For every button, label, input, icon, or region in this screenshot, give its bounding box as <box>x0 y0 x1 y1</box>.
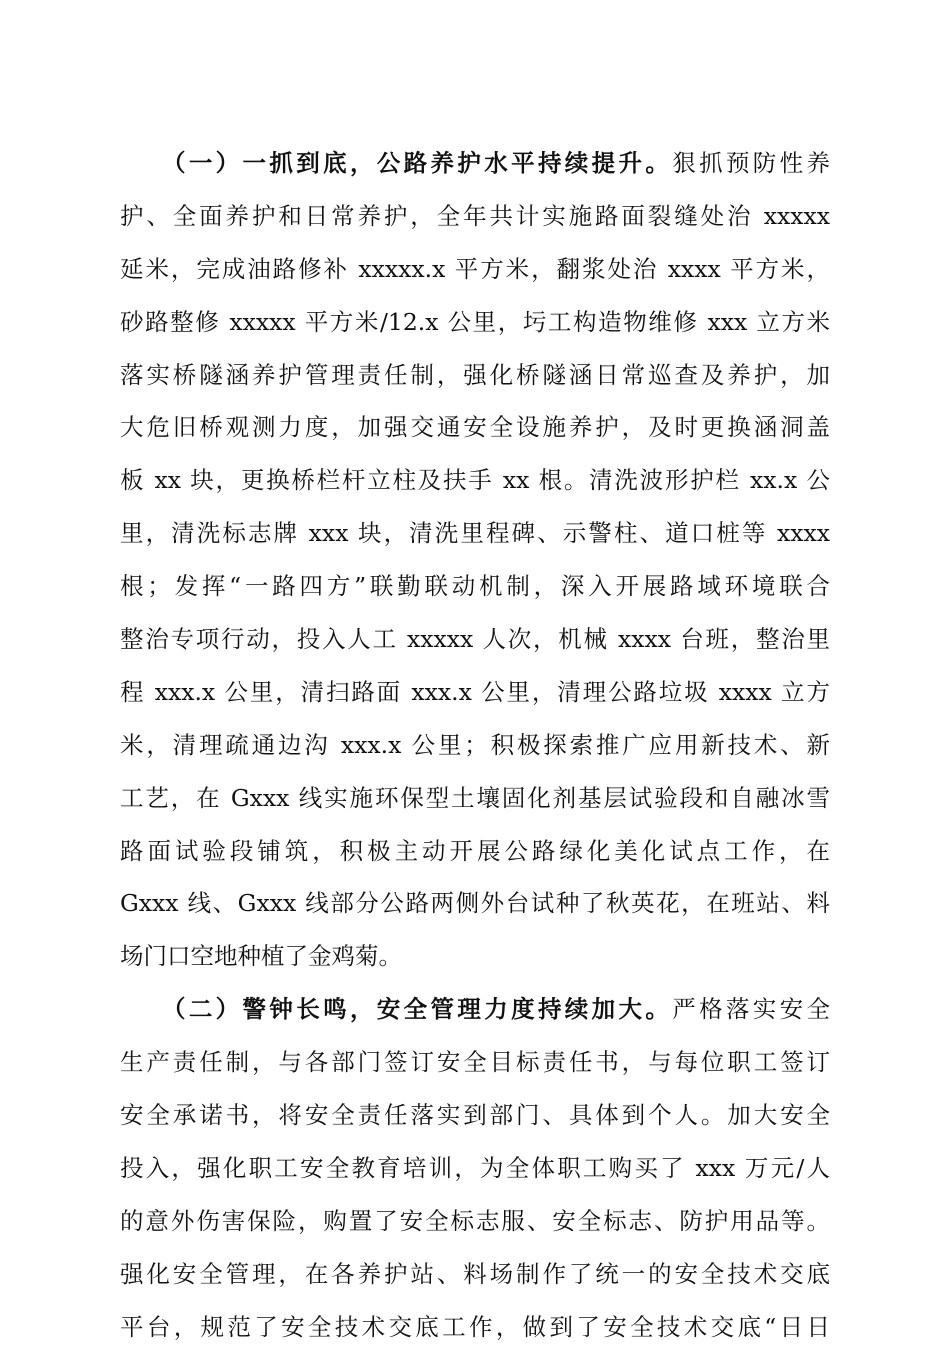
text-line <box>120 983 830 1036</box>
body-text: 里，清洗标志牌 xxx 块，清洗里程碑、示警柱、道口桩等 xxxx <box>120 519 830 548</box>
body-text: 整治专项行动，投入人工 xxxxx 人次，机械 xxxx 台班，整治里 <box>120 625 830 654</box>
text-line <box>120 825 830 878</box>
body-text: 根；发挥“一路四方”联勤联动机制，深入开展路域环境联合 <box>120 572 830 601</box>
section-heading: （一）一抓到底，公路养护水平持续提升。 <box>120 149 673 177</box>
text-line <box>120 930 830 983</box>
text-line <box>120 1036 830 1089</box>
text-line <box>120 296 830 349</box>
body-text: 砂路整修 xxxxx 平方米/12.x 公里，圬工构造物维修 xxx 立方米 <box>120 307 830 336</box>
text-line <box>120 507 830 560</box>
body-text: 生产责任制，与各部门签订安全目标责任书，与每位职工签订 <box>120 1048 830 1077</box>
text-line <box>120 243 830 296</box>
body-text: 工艺，在 Gxxx 线实施环保型土壤固化剂基层试验段和自融冰雪 <box>120 783 830 812</box>
text-line <box>120 1089 830 1142</box>
text-line <box>120 1142 830 1195</box>
body-text: 平台，规范了安全技术交底工作，做到了安全技术交底“日日 <box>120 1312 830 1341</box>
body-text: 延米，完成油路修补 xxxxx.x 平方米，翻浆处治 xxxx 平方米， <box>120 254 830 283</box>
section-heading: （二）警钟长鸣，安全管理力度持续加大。 <box>120 995 673 1024</box>
body-text: 强化安全管理，在各养护站、料场制作了统一的安全技术交底 <box>120 1259 830 1288</box>
body-text: 投入，强化职工安全教育培训，为全体职工购买了 xxx 万元/人 <box>120 1153 830 1182</box>
body-text: 板 xx 块，更换桥栏杆立柱及扶手 xx 根。清洗波形护栏 xx.x 公 <box>120 466 830 495</box>
text-line <box>120 190 830 243</box>
text-line <box>120 401 830 454</box>
body-text: 严格落实安全 <box>672 995 831 1024</box>
text-line <box>120 877 830 930</box>
paragraph-section-2 <box>120 983 830 1353</box>
body-text: 狠抓预防性养 <box>672 149 831 177</box>
body-text: 路面试验段铺筑，积极主动开展公路绿化美化试点工作，在 <box>120 836 830 865</box>
text-line <box>120 1195 830 1248</box>
text-line <box>120 772 830 825</box>
body-text: 程 xxx.x 公里，清扫路面 xxx.x 公里，清理公路垃圾 xxxx 立方 <box>120 677 830 706</box>
text-line <box>120 1248 830 1301</box>
text-line <box>120 719 830 772</box>
text-line <box>120 1301 830 1354</box>
body-text: Gxxx 线、Gxxx 线部分公路两侧外台试种了秋英花，在班站、料 <box>120 889 830 918</box>
body-text: 护、全面养护和日常养护，全年共计实施路面裂缝处治 xxxxx <box>120 201 830 230</box>
document-body <box>120 137 830 1353</box>
body-text: 场门口空地种植了金鸡菊。 <box>120 942 402 971</box>
text-line <box>120 560 830 613</box>
text-line <box>120 349 830 402</box>
text-line <box>120 666 830 719</box>
body-text: 大危旧桥观测力度，加强交通安全设施养护，及时更换涵洞盖 <box>120 413 830 442</box>
body-text: 米，清理疏通边沟 xxx.x 公里；积极探索推广应用新技术、新 <box>120 730 830 759</box>
paragraph-section-1 <box>120 137 830 983</box>
text-line <box>120 137 830 190</box>
body-text: 的意外伤害保险，购置了安全标志服、安全标志、防护用品等。 <box>120 1206 830 1235</box>
body-text: 落实桥隧涵养护管理责任制，强化桥隧涵日常巡查及养护，加 <box>120 360 830 389</box>
document-page <box>120 137 830 1353</box>
body-text: 安全承诺书，将安全责任落实到部门、具体到个人。加大安全 <box>120 1101 830 1130</box>
text-line <box>120 454 830 507</box>
text-line <box>120 613 830 666</box>
